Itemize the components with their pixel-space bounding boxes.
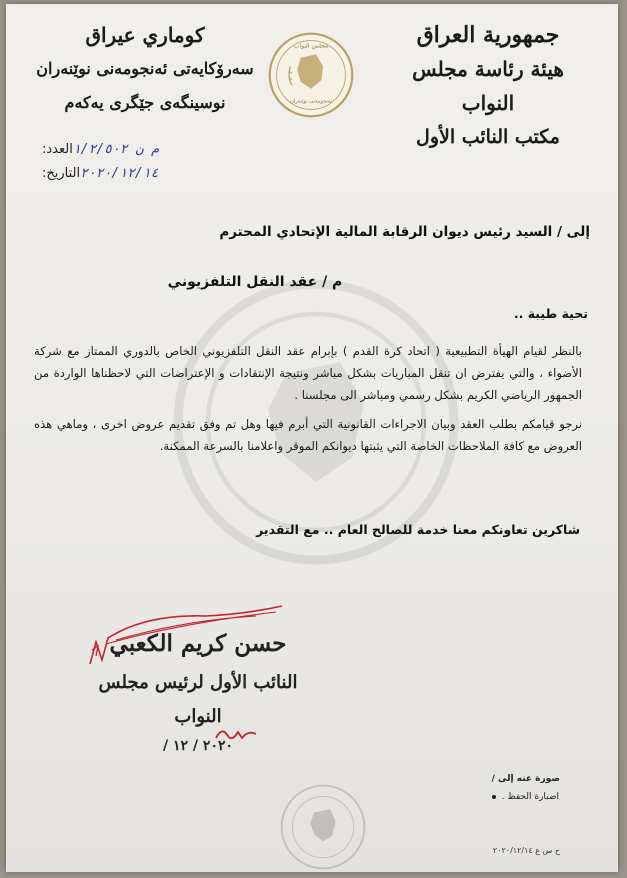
signature-block	[98, 622, 298, 754]
copies-item	[492, 792, 560, 802]
header-country-ku: كوماري عيراق	[85, 23, 205, 47]
signature-date: ٢٠٢٠ / ١٢ /	[163, 738, 233, 754]
copies-list	[492, 774, 560, 802]
header-council-ku: سەرۆکایەتی ئەنجومەنی نوێنەران	[36, 59, 254, 78]
number-value: م ن ١/٢/٥٠٢	[72, 142, 159, 157]
header-council: هيئة رئاسة مجلس النواب	[412, 57, 564, 115]
addressee: إلى / السيد رئيس ديوان الرقابة المالية الإتحادي المحترم	[219, 224, 590, 240]
reference-date-row	[36, 166, 186, 190]
reference-number-row	[36, 142, 186, 166]
council-emblem-icon	[268, 32, 354, 118]
subject-line	[30, 274, 590, 290]
emblem-top-text: مجلس النواب	[293, 42, 329, 50]
body-paragraph: بالنظر لقيام الهيأة التطبيعية ( اتحاد كرة القدم ) بإبرام عقد النقل التلفزيوني الخاص بالدوري الممتاز مع شركة الأضواء ، والتي يفترض ان تنقل المباريات بشكل مباشر ونتيجة الإنتقادات و الإعتراضات التي لاحظناها الواردة من الجمهور الرياضي الكريم بشكل رسمي ومباشر الى مجلسنا .	[34, 344, 582, 402]
copies-title: صورة عنه إلى /	[491, 774, 560, 784]
signatory-title: النائب الأول لرئيس مجلس النواب	[98, 672, 298, 727]
header-kurdish	[30, 18, 260, 120]
date-value: ٢٠٢٠/١٢/١٤	[80, 166, 159, 181]
greeting: تحية طيبة ..	[513, 306, 588, 321]
signatory-name: حسن كريم الكعبي	[109, 630, 287, 657]
subject-text: م / عقد النقل التلفزيوني	[167, 274, 343, 290]
number-label: العدد:	[42, 142, 73, 157]
date-label: التاريخ:	[42, 166, 81, 181]
emblem-bottom-text: ئەنجومەنی نوێنەران	[289, 98, 333, 105]
header-office-ku: نوسینگەی جێگری یەکەم	[64, 93, 226, 112]
handwritten-day-mark	[212, 722, 260, 744]
header-arabic	[388, 18, 588, 154]
letter-body	[34, 340, 582, 457]
bullet-icon	[492, 795, 496, 799]
reference-block	[36, 142, 186, 190]
body-paragraph: نرجو قيامكم بطلب العقد وبيان الاجراءات القانونية التي أبرم فيها وهل تم وفق تقديم عروض اخرى ، وماهي هذه العروض مع كافة الملاحظات الخاصة التي يثبتها ديوانكم الموقر واعلامنا بالسرعة الممكنة.	[34, 417, 582, 453]
closing-line: شاكرين تعاونكم معنا خدمة للصالح العام .. مع التقدير	[256, 522, 580, 537]
letter-sheet	[6, 4, 618, 872]
footer-code: ح س ع ٢٠٢٠/١٢/١٤	[492, 846, 560, 855]
footer-stamp-icon	[278, 782, 368, 872]
header-office: مكتب النائب الأول	[416, 126, 560, 148]
header-country: جمهورية العراق	[416, 22, 560, 48]
copies-item-text: اضبارة الحفظ .	[501, 792, 560, 802]
